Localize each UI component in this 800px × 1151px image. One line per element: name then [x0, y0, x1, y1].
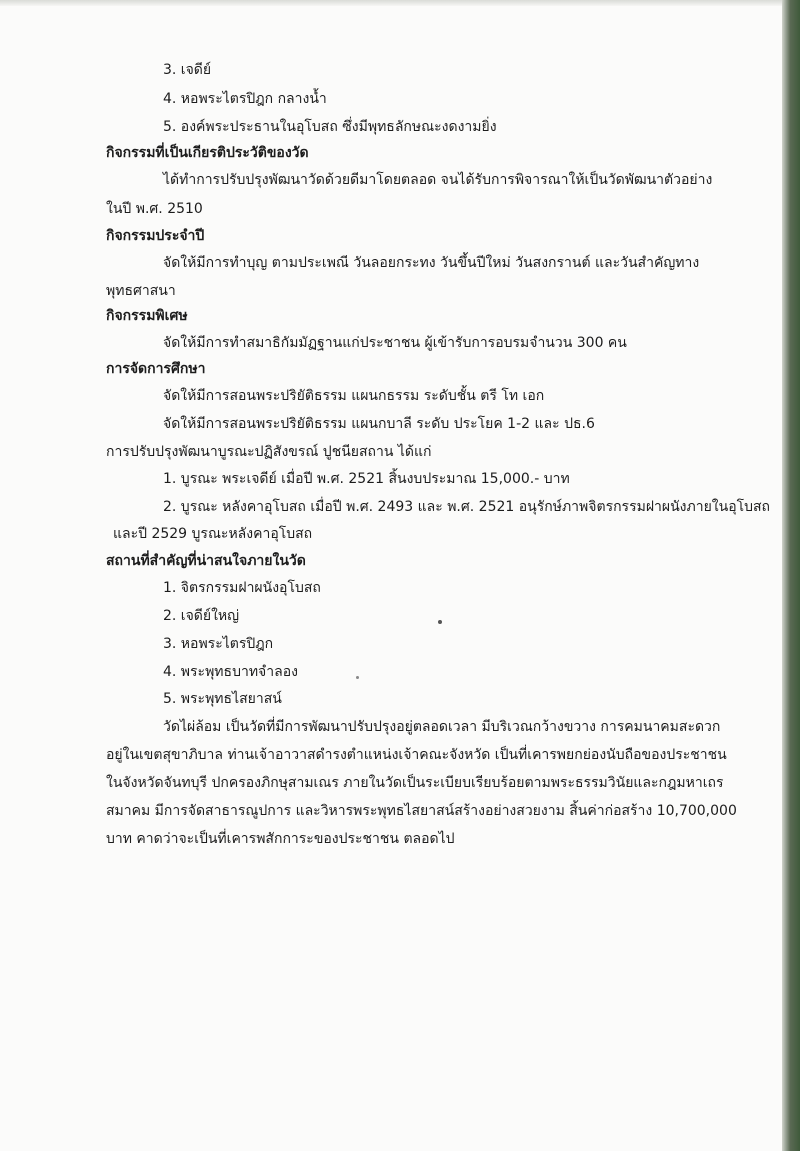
list-item: 5. พระพุทธไสยาสน์	[163, 691, 282, 707]
section-heading: กิจกรรมพิเศษ	[106, 308, 188, 324]
list-item: 3. เจดีย์	[163, 62, 212, 78]
list-item: 1. บูรณะ พระเจดีย์ เมื่อปี พ.ศ. 2521 สิ้นงบประมาณ 15,000.- บาท	[163, 471, 570, 487]
list-item-continuation: และปี 2529 บูรณะหลังคาอุโบสถ	[113, 526, 313, 542]
paragraph-line: วัดไผ่ล้อม เป็นวัดที่มีการพัฒนาปรับปรุงอยู่ตลอดเวลา มีบริเวณกว้างขวาง การคมนาคมสะดวก	[163, 719, 721, 735]
paragraph-line: จัดให้มีการสอนพระปริยัติธรรม แผนกบาลี ระดับ ประโยค 1-2 และ ปธ.6	[163, 416, 595, 432]
scan-speck	[438, 620, 442, 624]
paragraph-line: อยู่ในเขตสุขาภิบาล ท่านเจ้าอาวาสดำรงตำแหน่งเจ้าคณะจังหวัด เป็นที่เคารพยกย่องนับถือของประชาชน	[106, 747, 727, 763]
scan-top-edge	[0, 0, 800, 6]
list-item: 3. หอพระไตรปิฎก	[163, 636, 274, 652]
list-item: 2. บูรณะ หลังคาอุโบสถ เมื่อปี พ.ศ. 2493 และ พ.ศ. 2521 อนุรักษ์ภาพจิตรกรรมฝาผนังภายในอุโบสถ	[163, 499, 771, 515]
paragraph-line: จัดให้มีการทำสมาธิกัมมัฏฐานแก่ประชาชน ผู้เข้ารับการอบรมจำนวน 300 คน	[163, 335, 627, 351]
paragraph-line: จัดให้มีการทำบุญ ตามประเพณี วันลอยกระทง วันขึ้นปีใหม่ วันสงกรานต์ และวันสำคัญทาง	[163, 255, 700, 271]
list-item: 2. เจดีย์ใหญ่	[163, 608, 240, 624]
list-item: 1. จิตรกรรมฝาผนังอุโบสถ	[163, 580, 321, 596]
section-heading: สถานที่สำคัญที่น่าสนใจภายในวัด	[106, 553, 306, 569]
paragraph-line: บาท คาดว่าจะเป็นที่เคารพสักการะของประชาชน ตลอดไป	[106, 831, 455, 847]
paragraph-line: ในจังหวัดจันทบุรี ปกครองภิกษุสามเณร ภายในวัดเป็นระเบียบเรียบร้อยตามพระธรรมวินัยและกฎมหาเถร	[106, 775, 724, 791]
paragraph-line: สมาคม มีการจัดสาธารณูปการ และวิหารพระพุทธไสยาสน์สร้างอย่างสวยงาม สิ้นค่าก่อสร้าง 10,700,000	[106, 803, 737, 819]
section-heading: กิจกรรมประจำปี	[106, 228, 205, 244]
section-heading: การจัดการศึกษา	[106, 361, 206, 377]
paragraph-line: การปรับปรุงพัฒนาบูรณะปฏิสังขรณ์ ปูชนียสถาน ได้แก่	[106, 444, 432, 460]
scan-binding-edge	[782, 0, 800, 1151]
paragraph-line: พุทธศาสนา	[106, 283, 176, 299]
section-heading: กิจกรรมที่เป็นเกียรติประวัติของวัด	[106, 145, 309, 161]
list-item: 5. องค์พระประธานในอุโบสถ ซึ่งมีพุทธลักษณะงดงามยิ่ง	[163, 119, 497, 135]
list-item: 4. พระพุทธบาทจำลอง	[163, 664, 298, 680]
paragraph-line: ได้ทำการปรับปรุงพัฒนาวัดด้วยดีมาโดยตลอด จนได้รับการพิจารณาให้เป็นวัดพัฒนาตัวอย่าง	[163, 172, 713, 188]
list-item: 4. หอพระไตรปิฎก กลางน้ำ	[163, 91, 327, 107]
paragraph-line: จัดให้มีการสอนพระปริยัติธรรม แผนกธรรม ระดับชั้น ตรี โท เอก	[163, 388, 545, 404]
scan-speck	[356, 676, 359, 679]
paragraph-line: ในปี พ.ศ. 2510	[106, 201, 203, 217]
